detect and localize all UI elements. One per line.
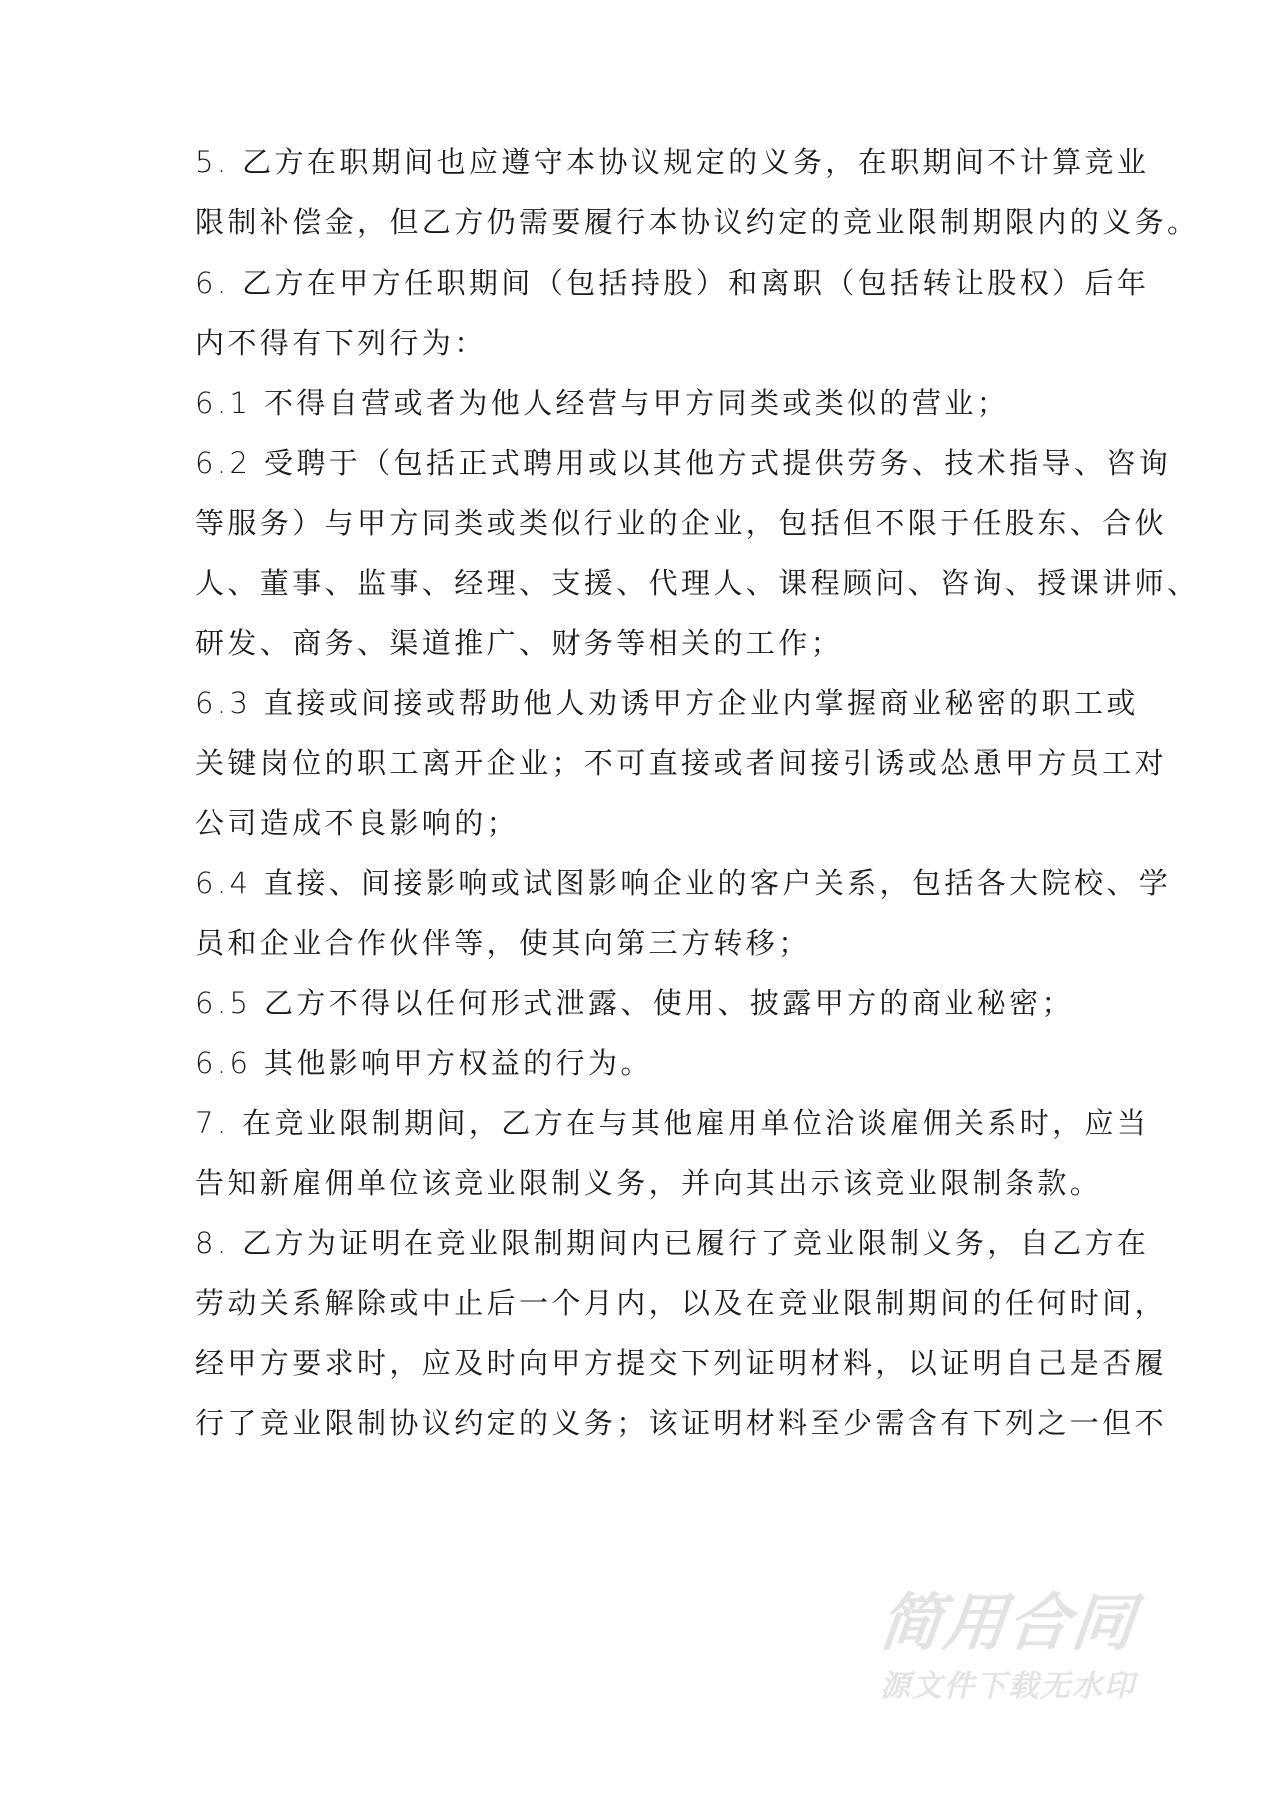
watermark-title: 简用合同	[876, 1586, 1140, 1659]
clause-6-2-line-3: 人、董事、监事、经理、支援、代理人、课程顾问、咨询、授课讲师、	[195, 566, 1200, 600]
clause-7-line-1: 7. 在竞业限制期间，乙方在与其他雇用单位洽谈雇佣关系时，应当	[195, 1106, 1150, 1140]
clause-6-5-line-1: 6.5 乙方不得以任何形式泄露、使用、披露甲方的商业秘密；	[195, 986, 1074, 1020]
clause-6-line-1: 6. 乙方在甲方任职期间（包括持股）和离职（包括转让股权）后年	[195, 266, 1150, 300]
clause-5-line-1: 5. 乙方在职期间也应遵守本协议规定的义务，在职期间不计算竞业	[195, 145, 1150, 179]
clause-8-line-1: 8. 乙方为证明在竞业限制期间内已履行了竞业限制义务，自乙方在	[195, 1226, 1150, 1260]
clause-6-2-line-4: 研发、商务、渠道推广、财务等相关的工作；	[195, 626, 844, 660]
clause-6-3-line-3: 公司造成不良影响的；	[195, 806, 520, 840]
clause-6-4-line-2: 员和企业合作伙伴等，使其向第三方转移；	[195, 926, 811, 960]
clause-6-2-line-1: 6.2 受聘于（包括正式聘用或以其他方式提供劳务、技术指导、咨询	[195, 446, 1172, 480]
watermark-subtitle: 源文件下载无水印	[880, 1669, 1136, 1704]
clause-6-6-line-1: 6.6 其他影响甲方权益的行为。	[195, 1046, 653, 1080]
clause-6-4-line-1: 6.4 直接、间接影响或试图影响企业的客户关系，包括各大院校、学	[195, 866, 1172, 900]
clause-8-line-3: 经甲方要求时，应及时向甲方提交下列证明材料，以证明自己是否履	[195, 1346, 1168, 1380]
clause-6-1-line-1: 6.1 不得自营或者为他人经营与甲方同类或类似的营业；	[195, 386, 1010, 420]
clause-6-2-line-2: 等服务）与甲方同类或类似行业的企业，包括但不限于任股东、合伙	[195, 506, 1168, 540]
clause-6-3-line-2: 关键岗位的职工离开企业；不可直接或者间接引诱或怂恿甲方员工对	[195, 746, 1168, 780]
clause-6-3-line-1: 6.3 直接或间接或帮助他人劝诱甲方企业内掌握商业秘密的职工或	[195, 686, 1139, 720]
clause-5-line-2: 限制补偿金，但乙方仍需要履行本协议约定的竞业限制期限内的义务。	[195, 205, 1200, 239]
clause-8-line-4: 行了竞业限制协议约定的义务；该证明材料至少需含有下列之一但不	[195, 1406, 1168, 1440]
clause-8-line-2: 劳动关系解除或中止后一个月内，以及在竞业限制期间的任何时间，	[195, 1286, 1168, 1320]
watermark	[876, 1586, 1220, 1704]
clause-7-line-2: 告知新雇佣单位该竞业限制义务，并向其出示该竞业限制条款。	[195, 1166, 1103, 1200]
clause-6-line-2: 内不得有下列行为：	[195, 326, 487, 360]
